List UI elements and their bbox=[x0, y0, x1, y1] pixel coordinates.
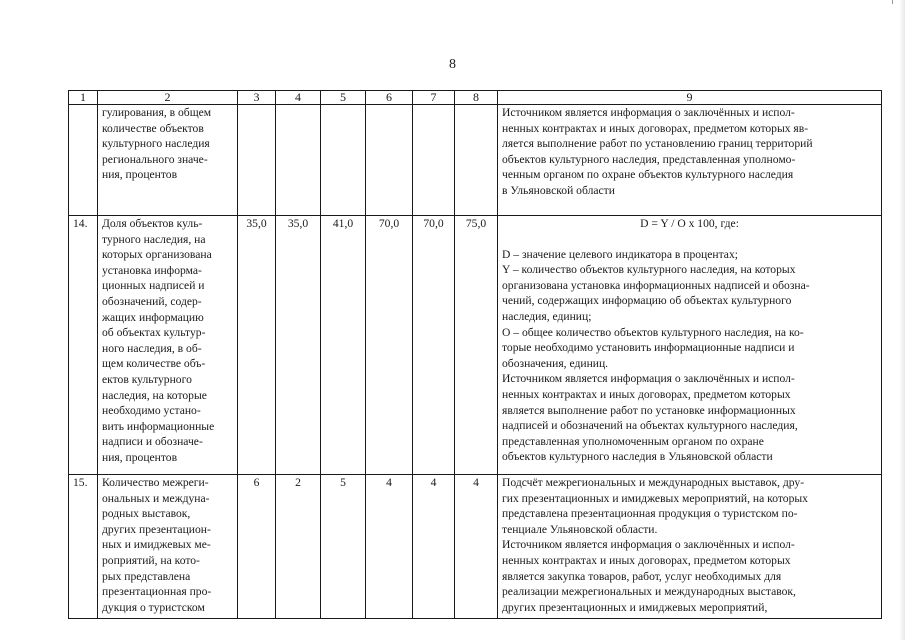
header-row bbox=[69, 91, 882, 105]
value-cell: 6 bbox=[238, 475, 276, 619]
row-number bbox=[69, 105, 98, 216]
value-cell: 4 bbox=[366, 475, 413, 619]
value-cell: 35,0 bbox=[238, 216, 276, 475]
table-row bbox=[69, 216, 882, 475]
scan-edge-shadow bbox=[899, 0, 905, 640]
column-header: 5 bbox=[321, 91, 366, 105]
value-cell: 5 bbox=[321, 475, 366, 619]
table-row bbox=[69, 105, 882, 216]
description-paragraph: O – общее количество объектов культурного наследия, на ко- торые необходимо установить информационные надписи и обозначения, единиц. bbox=[502, 325, 804, 370]
indicator-name: гулирования, в общем количестве объектов культурного наследия регионального значе- ния, процентов bbox=[98, 105, 238, 216]
column-header: 6 bbox=[366, 91, 413, 105]
description-paragraph: Источником является информация о заключённых и испол- ненных контрактах и иных договорах, предметом которых яв- ляется выполнение работ по установлению границ территорий объектов культурного наследия, представленная уполномо- ченным органом по охране объектов культурного наследия в Ульяновской области bbox=[502, 106, 813, 197]
value-cell: 70,0 bbox=[413, 216, 455, 475]
column-header: 7 bbox=[413, 91, 455, 105]
page-number: 8 bbox=[449, 57, 456, 72]
description-paragraph: D – значение целевого индикатора в процентах; bbox=[502, 247, 738, 261]
value-cell: 4 bbox=[455, 475, 498, 619]
value-cell bbox=[413, 105, 455, 216]
column-header: 8 bbox=[455, 91, 498, 105]
indicator-name: Доля объектов куль- турного наследия, на которых организована установка информа- ционных надписей и обозначений, содер- жащих информацию об объектах культур- ного наследия, в об- щем количестве объ- ектов культурного наследия, на которые необходимо устано- вить информационные надписи и обозначе- ния, процентов bbox=[98, 216, 238, 475]
description-paragraph: Источником является информация о заключённых и испол- ненных контрактах и иных договорах, предметом которых является закупка товаров, работ, услуг необходимых для реализации межрегиональных и международных выставок, других презентационных и имиджевых мероприятий, bbox=[502, 538, 796, 614]
indicator-description bbox=[498, 216, 882, 475]
indicator-name: Количество межреги- ональных и междуна- родных выставок, других презентацион- ных и имиджевых ме- роприятий, на кото- рых представлена презентационная про- дукция о туристском bbox=[98, 475, 238, 619]
value-cell: 35,0 bbox=[276, 216, 321, 475]
table-row bbox=[69, 475, 882, 619]
indicators-table bbox=[68, 90, 882, 619]
value-cell: 2 bbox=[276, 475, 321, 619]
value-cell bbox=[238, 105, 276, 216]
value-cell bbox=[366, 105, 413, 216]
column-header: 9 bbox=[498, 91, 882, 105]
scan-mark bbox=[892, 0, 893, 4]
row-number: 14. bbox=[69, 216, 98, 475]
value-cell: 4 bbox=[413, 475, 455, 619]
value-cell bbox=[276, 105, 321, 216]
column-header: 1 bbox=[69, 91, 98, 105]
indicator-description bbox=[498, 105, 882, 216]
column-header: 3 bbox=[238, 91, 276, 105]
formula: D = Y / O x 100, где: bbox=[640, 217, 739, 230]
value-cell bbox=[321, 105, 366, 216]
value-cell: 70,0 bbox=[366, 216, 413, 475]
value-cell: 75,0 bbox=[455, 216, 498, 475]
description-paragraph: Y – количество объектов культурного наследия, на которых организована установка информационных надписей и обозна- чений, содержащих информацию об объектах культурного наследия, единиц; bbox=[502, 263, 810, 323]
row-number: 15. bbox=[69, 475, 98, 619]
description-paragraph: Подсчёт межрегиональных и международных выставок, дру- гих презентационных и имиджевых мероприятий, на которых представлена презентационная продукция о туристском по- тенциале Ульяновской области. bbox=[502, 476, 808, 536]
column-header: 2 bbox=[98, 91, 238, 105]
column-header: 4 bbox=[276, 91, 321, 105]
value-cell bbox=[455, 105, 498, 216]
value-cell: 41,0 bbox=[321, 216, 366, 475]
indicator-description bbox=[498, 475, 882, 619]
description-paragraph: Источником является информация о заключённых и испол- ненных контрактах и иных договорах, предметом которых является выполнение работ по установке информационных надписей и обозначений на объектах культурного наследия, представленная уполномоченным органом по охране объектов культурного наследия в Ульяновской области bbox=[502, 372, 798, 464]
